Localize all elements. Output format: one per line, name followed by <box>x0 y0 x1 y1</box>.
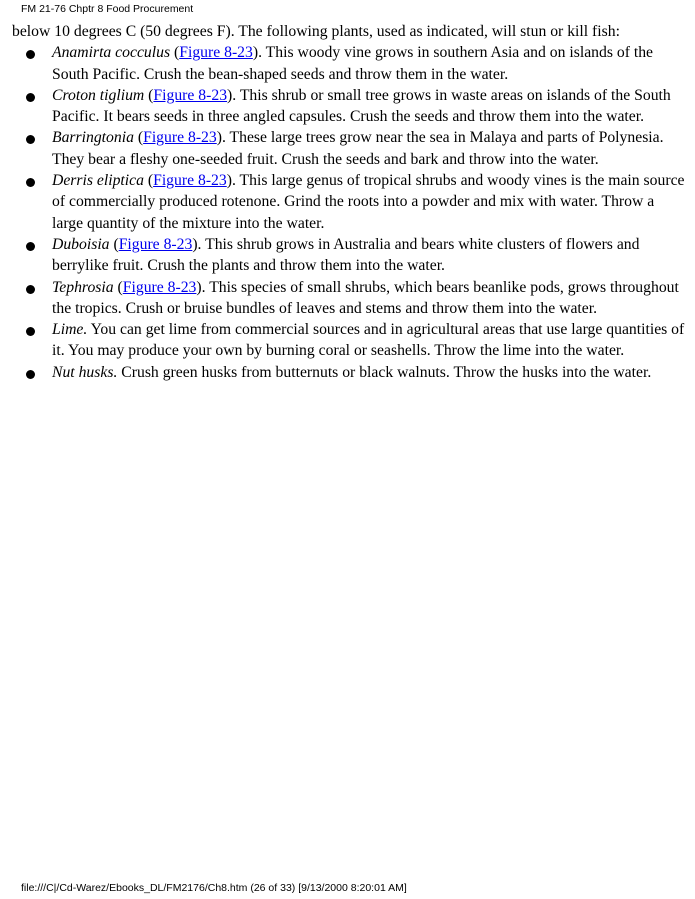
plant-description: You can get lime from commercial sources and in agricultural areas that use large quantities of it. You may produce your own by burning coral or seashells. Throw the lime into the water. <box>52 321 685 360</box>
plant-name: Anamirta cocculus <box>52 44 171 62</box>
plant-description: This large genus of tropical shrubs and woody vines is the main source of commercially produced rotenone. Grind the roots into a powder and mix with water. Throw a large quantity of the mixture into the water. <box>52 172 685 232</box>
plant-description: This shrub or small tree grows in waste areas on islands of the South Pacific. It bears seeds in three angled capsules. Crush the seeds and throw them into the water. <box>52 86 671 126</box>
figure-link[interactable]: Figure 8-23 <box>153 86 228 104</box>
plant-list <box>12 42 688 383</box>
list-item: Duboisia (Figure 8-23). This shrub grows in Australia and bears white clusters of flowers and berrylike fruit. Crush the plants and throw them into the water. <box>12 234 688 277</box>
figure-link[interactable]: Figure 8-23 <box>143 129 217 147</box>
plant-name: Nut husks. <box>52 363 118 381</box>
plant-description: These large trees grow near the sea in Malaya and parts of Polynesia. They bear a fleshy one-seeded fruit. Crush the seeds and bark and throw into the water. <box>52 129 664 168</box>
list-item: Derris eliptica (Figure 8-23). This large genus of tropical shrubs and woody vines is the main source of commercially produced rotenone. Grind the roots into a powder and mix with water. Throw a large quantity of the mixture into the water. <box>12 170 688 234</box>
figure-link[interactable]: Figure 8-23 <box>153 172 227 190</box>
intro-paragraph: below 10 degrees C (50 degrees F). The following plants, used as indicated, will stun or kill fish: <box>12 23 620 40</box>
bullet-icon <box>26 285 35 294</box>
figure-link[interactable]: Figure 8-23 <box>122 278 197 296</box>
plant-name: Croton tiglium <box>52 86 145 104</box>
plant-description: This species of small shrubs, which bears beanlike pods, grows throughout the tropics. Crush or bruise bundles of leaves and stems and throw them into the water. <box>52 278 679 317</box>
bullet-icon <box>26 50 35 59</box>
page-footer: file:///C|/Cd-Warez/Ebooks_DL/FM2176/Ch8.htm (26 of 33) [9/13/2000 8:20:01 AM] <box>21 882 407 894</box>
plant-description: This shrub grows in Australia and bears white clusters of flowers and berrylike fruit. Crush the plants and throw them into the water. <box>52 235 640 275</box>
bullet-icon <box>26 370 35 379</box>
page-header: FM 21-76 Chptr 8 Food Procurement <box>21 3 194 15</box>
plant-name: Duboisia <box>52 235 110 253</box>
document-body <box>12 21 688 383</box>
list-item <box>12 362 688 383</box>
list-item: Tephrosia (Figure 8-23). This species of small shrubs, which bears beanlike pods, grows throughout the tropics. Crush or bruise bundles of leaves and stems and throw them into the water. <box>12 277 688 320</box>
plant-name: Derris eliptica <box>52 172 144 190</box>
list-item: Croton tiglium (Figure 8-23). This shrub or small tree grows in waste areas on islands of the South Pacific. It bears seeds in three angled capsules. Crush the seeds and throw them into the water. <box>12 85 688 128</box>
bullet-icon <box>26 135 35 144</box>
plant-name: Tephrosia <box>52 278 114 296</box>
list-item <box>12 319 688 362</box>
bullet-icon <box>26 178 35 187</box>
plant-description: This woody vine grows in southern Asia and on islands of the South Pacific. Crush the bean-shaped seeds and throw them in the water. <box>52 44 654 83</box>
list-item: Anamirta cocculus (Figure 8-23). This woody vine grows in southern Asia and on islands of the South Pacific. Crush the bean-shaped seeds and throw them in the water. <box>12 42 688 85</box>
bullet-icon <box>26 327 35 336</box>
plant-description: Crush green husks from butternuts or black walnuts. Throw the husks into the water. <box>121 363 652 381</box>
plant-name: Barringtonia <box>52 129 134 147</box>
bullet-icon <box>26 93 35 102</box>
figure-link[interactable]: Figure 8-23 <box>179 44 253 62</box>
figure-link[interactable]: Figure 8-23 <box>118 235 193 253</box>
plant-name: Lime. <box>52 321 88 339</box>
list-item: Barringtonia (Figure 8-23). These large trees grow near the sea in Malaya and parts of Polynesia. They bear a fleshy one-seeded fruit. Crush the seeds and bark and throw into the water. <box>12 127 688 170</box>
bullet-icon <box>26 242 35 251</box>
